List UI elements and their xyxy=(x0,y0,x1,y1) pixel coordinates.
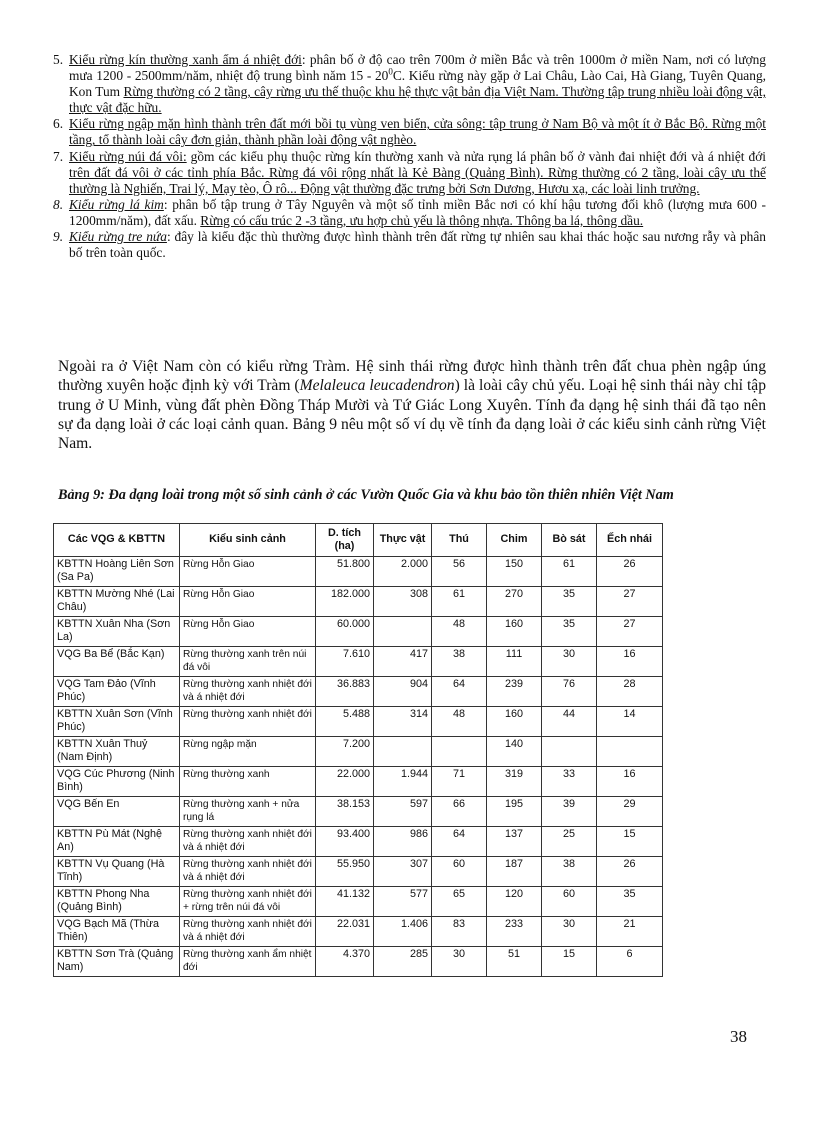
page-number: 38 xyxy=(730,1027,747,1046)
cell-area: 7.610 xyxy=(316,647,374,677)
paragraph-text-after: ) là loài cây chủ yếu. Loại hệ sinh thái này chỉ tập trung ở U Minh, vùng đất phèn Đồng Tháp Mười và Tứ Giác Long Xuyên. Tính đa dạng hệ sinh thái đã tạo nên sự đa dạng loài ở các loại cảnh quan. Bảng 9 nêu một số ví dụ về tính đa dạng loài ở các kiểu sinh cảnh rừng Việt Nam. xyxy=(58,377,766,453)
list-item xyxy=(53,229,766,261)
cell-mammals: 83 xyxy=(432,917,487,947)
cell-area: 22.031 xyxy=(316,917,374,947)
list-item-text: : đây là kiểu đặc thù thường được hình thành trên đất rừng tự nhiên sau khai thác hoặc sau nương rẫy và phân bố trên toàn quốc. xyxy=(69,229,766,261)
cell-birds: 150 xyxy=(487,557,542,587)
cell-area: 22.000 xyxy=(316,767,374,797)
cell-birds: 233 xyxy=(487,917,542,947)
header-flora: Thực vật xyxy=(374,524,432,557)
list-item-text: : phân bố ở độ cao trên 700m ở miền Bắc và trên 1000m ở miền Nam, nơi có lượng mưa 1200 - 2500mm/năm, nhiệt độ trung bình năm 15 - 20 xyxy=(69,52,766,84)
cell-area: 4.370 xyxy=(316,947,374,977)
table-row xyxy=(54,797,663,827)
table-row xyxy=(54,917,663,947)
cell-amphibians: 28 xyxy=(597,677,663,707)
cell-flora: 307 xyxy=(374,857,432,887)
cell-reptiles: 25 xyxy=(542,827,597,857)
cell-flora: 308 xyxy=(374,587,432,617)
list-item-number: 9. xyxy=(53,229,64,245)
cell-area: 60.000 xyxy=(316,617,374,647)
cell-area: 36.883 xyxy=(316,677,374,707)
list-item-number: 5. xyxy=(53,52,64,67)
cell-mammals: 30 xyxy=(432,947,487,977)
cell-habitat-type: Rừng thường xanh xyxy=(180,767,316,797)
header-habitat-type: Kiểu sinh cảnh xyxy=(180,524,316,557)
cell-amphibians: 16 xyxy=(597,767,663,797)
cell-habitat-type: Rừng ngập mặn xyxy=(180,737,316,767)
list-item-text: : phân bố tập trung ở Tây Nguyên và một số tỉnh miền Bắc nơi có khí hậu tương đối khô (lượng mưa 600 - 1200mm/năm), đất xấu. xyxy=(69,196,766,228)
cell-park-name: KBTTN Hoàng Liên Sơn (Sa Pa) xyxy=(54,557,180,587)
header-amphibians: Ếch nhái xyxy=(597,524,663,557)
cell-park-name: KBTTN Xuân Sơn (Vĩnh Phúc) xyxy=(54,707,180,737)
cell-flora: 597 xyxy=(374,797,432,827)
cell-flora: 986 xyxy=(374,827,432,857)
cell-birds: 239 xyxy=(487,677,542,707)
cell-park-name: KBTTN Xuân Nha (Sơn La) xyxy=(54,617,180,647)
cell-habitat-type: Rừng thường xanh nhiệt đới và á nhiệt đới xyxy=(180,827,316,857)
list-item xyxy=(53,52,766,116)
cell-habitat-type: Rừng thường xanh trên núi đá vôi xyxy=(180,647,316,677)
cell-birds: 270 xyxy=(487,587,542,617)
table-row xyxy=(54,827,663,857)
table-row xyxy=(54,857,663,887)
cell-reptiles: 30 xyxy=(542,917,597,947)
cell-habitat-type: Rừng thường xanh nhiệt đới và á nhiệt đới xyxy=(180,917,316,947)
cell-birds: 319 xyxy=(487,767,542,797)
list-item-title: Kiểu rừng lá kim xyxy=(69,196,164,212)
table-row xyxy=(54,677,663,707)
cell-habitat-type: Rừng Hỗn Giao xyxy=(180,587,316,617)
forest-type-list xyxy=(53,52,766,261)
list-item-underlined: Rừng có cấu trúc 2 -3 tầng, ưu hợp chủ yếu là thông nhựa. Thông ba lá, thông dầu. xyxy=(200,212,644,228)
degree-superscript: 0 xyxy=(388,66,393,77)
list-item-number: 7. xyxy=(53,148,64,164)
cell-flora: 314 xyxy=(374,707,432,737)
cell-birds: 120 xyxy=(487,887,542,917)
cell-reptiles: 61 xyxy=(542,557,597,587)
cell-reptiles: 38 xyxy=(542,857,597,887)
list-item xyxy=(53,116,766,148)
cell-mammals: 64 xyxy=(432,677,487,707)
table-row xyxy=(54,557,663,587)
table-header-row xyxy=(54,524,663,557)
cell-birds: 187 xyxy=(487,857,542,887)
cell-mammals xyxy=(432,737,487,767)
header-birds: Chim xyxy=(487,524,542,557)
cell-reptiles: 35 xyxy=(542,587,597,617)
cell-reptiles: 76 xyxy=(542,677,597,707)
list-item xyxy=(53,197,766,229)
cell-flora xyxy=(374,737,432,767)
cell-amphibians: 35 xyxy=(597,887,663,917)
cell-mammals: 66 xyxy=(432,797,487,827)
cell-mammals: 64 xyxy=(432,827,487,857)
cell-reptiles: 15 xyxy=(542,947,597,977)
cell-flora: 285 xyxy=(374,947,432,977)
cell-amphibians: 15 xyxy=(597,827,663,857)
cell-amphibians: 6 xyxy=(597,947,663,977)
paragraph-text-before: Ngoài ra ở Việt Nam còn có kiểu rừng Tràm. Hệ sinh thái rừng được hình thành trên đất chua phèn ngập úng thường xuyên hoặc định kỳ với Tràm ( xyxy=(58,358,766,395)
cell-birds: 160 xyxy=(487,707,542,737)
cell-area: 55.950 xyxy=(316,857,374,887)
table-body xyxy=(54,557,663,977)
list-item xyxy=(53,149,766,197)
table-row xyxy=(54,887,663,917)
cell-amphibians: 14 xyxy=(597,707,663,737)
list-item-title: Kiểu rừng tre nứa xyxy=(69,229,167,245)
cell-birds: 160 xyxy=(487,617,542,647)
table-row xyxy=(54,647,663,677)
cell-reptiles: 35 xyxy=(542,617,597,647)
cell-habitat-type: Rừng thường xanh nhiệt đới xyxy=(180,707,316,737)
header-area: D. tích (ha) xyxy=(316,524,374,557)
table-row xyxy=(54,737,663,767)
cell-park-name: VQG Bạch Mã (Thừa Thiên) xyxy=(54,917,180,947)
list-item-text-b: C. Kiểu rừng này gặp ở Lai Châu, Lào Cai, Hà Giang, Tuyên Quang, Kon Tum xyxy=(69,68,766,100)
header-mammals: Thú xyxy=(432,524,487,557)
cell-reptiles: 39 xyxy=(542,797,597,827)
cell-amphibians: 27 xyxy=(597,587,663,617)
list-item-title: Kiểu rừng kín thường xanh ẩm á nhiệt đới xyxy=(69,52,302,67)
biodiversity-table xyxy=(53,523,663,977)
cell-mammals: 65 xyxy=(432,887,487,917)
table-row xyxy=(54,587,663,617)
cell-birds: 111 xyxy=(487,647,542,677)
cell-habitat-type: Rừng thường xanh nhiệt đới và á nhiệt đới xyxy=(180,857,316,887)
cell-amphibians: 21 xyxy=(597,917,663,947)
list-item-number: 6. xyxy=(53,116,64,132)
cell-park-name: VQG Bến En xyxy=(54,797,180,827)
table-caption: Bảng 9: Đa dạng loài trong một số sinh cảnh ở các Vườn Quốc Gia và khu bảo tồn thiên nhiên Việt Nam xyxy=(58,487,674,503)
cell-park-name: VQG Tam Đảo (Vĩnh Phúc) xyxy=(54,677,180,707)
cell-mammals: 38 xyxy=(432,647,487,677)
cell-park-name: KBTTN Mường Nhé (Lai Châu) xyxy=(54,587,180,617)
body-paragraph xyxy=(58,357,766,453)
cell-amphibians: 26 xyxy=(597,857,663,887)
cell-park-name: KBTTN Xuân Thuỷ (Nam Định) xyxy=(54,737,180,767)
cell-park-name: KBTTN Pù Mát (Nghệ An) xyxy=(54,827,180,857)
list-item-text: gồm các kiểu phụ thuộc rừng kín thường xanh và nửa rụng lá phân bố ở vành đai nhiệt đới và á nhiệt đới xyxy=(186,148,767,164)
cell-area: 182.000 xyxy=(316,587,374,617)
cell-birds: 195 xyxy=(487,797,542,827)
cell-mammals: 56 xyxy=(432,557,487,587)
cell-flora xyxy=(374,617,432,647)
list-item-underlined: Kiểu rừng ngập mặn hình thành trên đất mới bồi tụ vùng ven biển, cửa sông: tập trung ở Nam Bộ và một ít ở Bắc Bộ. Rừng một tầng, tổ thành loài cây đơn giản, thành phần loài động vật nghèo. xyxy=(69,116,766,148)
cell-birds: 51 xyxy=(487,947,542,977)
cell-mammals: 71 xyxy=(432,767,487,797)
cell-mammals: 60 xyxy=(432,857,487,887)
cell-habitat-type: Rừng thường xanh + nửa rụng lá xyxy=(180,797,316,827)
cell-flora: 577 xyxy=(374,887,432,917)
table-row xyxy=(54,947,663,977)
table-row xyxy=(54,617,663,647)
cell-park-name: KBTTN Phong Nha (Quảng Bình) xyxy=(54,887,180,917)
cell-flora: 1.944 xyxy=(374,767,432,797)
cell-amphibians xyxy=(597,737,663,767)
list-item-number: 8. xyxy=(53,196,64,212)
cell-reptiles: 60 xyxy=(542,887,597,917)
cell-mammals: 48 xyxy=(432,617,487,647)
cell-habitat-type: Rừng thường xanh ẩm nhiệt đới xyxy=(180,947,316,977)
list-item-underlined: Rừng thường có 2 tầng, cây rừng ưu thế thuộc khu hệ thực vật bản địa Việt Nam. Thường tập trung nhiều loài động vật, thực vật đặc hữu. xyxy=(69,84,766,116)
list-item-underlined: trên đất đá vôi ở các tỉnh phía Bắc. Rừng đá vôi rộng nhất là Kẻ Bàng (Quảng Bình). Rừng thường có 2 tầng, loài cây ưu thế thường là Nghiến, Trai lý, Mạy tèo, Ô rô... Động vật thường đặc trưng bởi Sơn Dương, Hươu xạ, các loài linh trưởng. xyxy=(69,164,766,196)
table-row xyxy=(54,767,663,797)
cell-amphibians: 27 xyxy=(597,617,663,647)
table-row xyxy=(54,707,663,737)
cell-flora: 904 xyxy=(374,677,432,707)
header-reptiles: Bò sát xyxy=(542,524,597,557)
cell-area: 38.153 xyxy=(316,797,374,827)
cell-reptiles: 33 xyxy=(542,767,597,797)
cell-habitat-type: Rừng thường xanh nhiệt đới + rừng trên núi đá vôi xyxy=(180,887,316,917)
cell-area: 7.200 xyxy=(316,737,374,767)
cell-birds: 137 xyxy=(487,827,542,857)
cell-habitat-type: Rừng Hỗn Giao xyxy=(180,557,316,587)
header-park-name: Các VQG & KBTTN xyxy=(54,524,180,557)
cell-reptiles: 44 xyxy=(542,707,597,737)
cell-area: 5.488 xyxy=(316,707,374,737)
cell-birds: 140 xyxy=(487,737,542,767)
cell-area: 41.132 xyxy=(316,887,374,917)
cell-flora: 1.406 xyxy=(374,917,432,947)
cell-flora: 2.000 xyxy=(374,557,432,587)
cell-reptiles xyxy=(542,737,597,767)
cell-park-name: KBTTN Sơn Trà (Quảng Nam) xyxy=(54,947,180,977)
cell-park-name: VQG Cúc Phương (Ninh Bình) xyxy=(54,767,180,797)
cell-park-name: VQG Ba Bể (Bắc Kạn) xyxy=(54,647,180,677)
cell-area: 51.800 xyxy=(316,557,374,587)
cell-amphibians: 26 xyxy=(597,557,663,587)
latin-species-name: Melaleuca leucadendron xyxy=(299,377,455,395)
cell-park-name: KBTTN Vụ Quang (Hà Tĩnh) xyxy=(54,857,180,887)
cell-habitat-type: Rừng thường xanh nhiệt đới và á nhiệt đới xyxy=(180,677,316,707)
cell-area: 93.400 xyxy=(316,827,374,857)
cell-mammals: 48 xyxy=(432,707,487,737)
cell-amphibians: 29 xyxy=(597,797,663,827)
cell-reptiles: 30 xyxy=(542,647,597,677)
cell-habitat-type: Rừng Hỗn Giao xyxy=(180,617,316,647)
cell-amphibians: 16 xyxy=(597,647,663,677)
cell-flora: 417 xyxy=(374,647,432,677)
cell-mammals: 61 xyxy=(432,587,487,617)
list-item-title: Kiểu rừng núi đá vôi: xyxy=(69,148,187,164)
